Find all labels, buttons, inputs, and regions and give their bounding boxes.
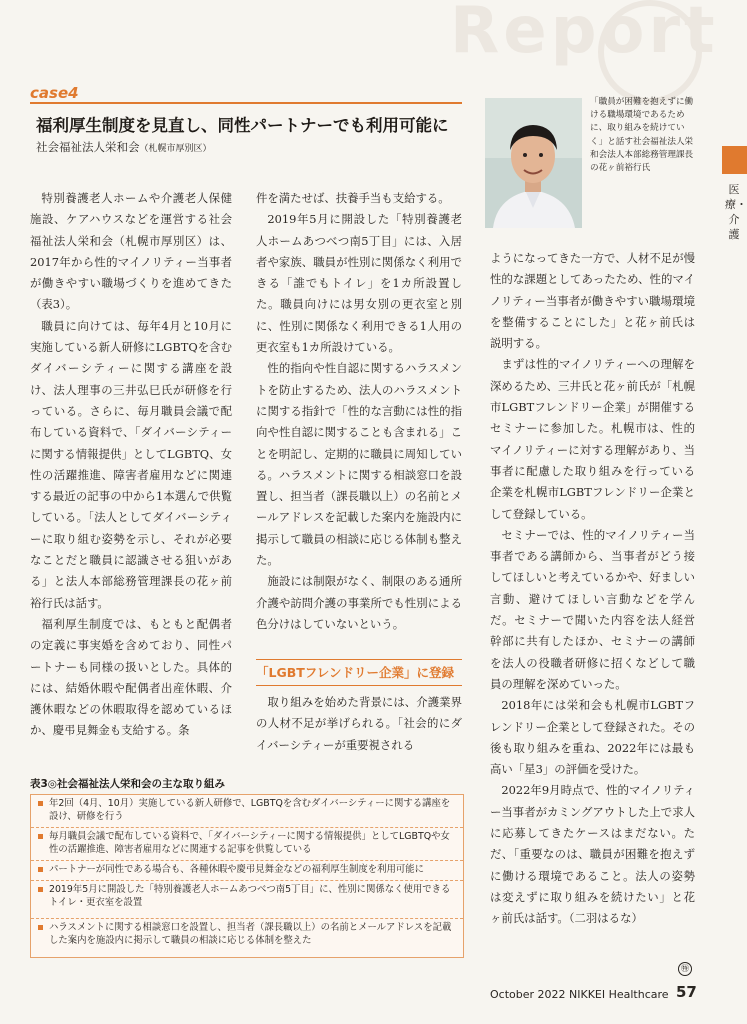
table-row-text: 毎月職員会議で配布している資料で、「ダイバーシティーに関する情報提供」としてLGBTQや女性の活躍推進、障害者雇用などに関連する記事を供覧している: [49, 831, 450, 856]
organization-location: （札幌市厚別区）: [139, 144, 212, 154]
paragraph: 2018年には栄和会も札幌市LGBTフレンドリー企業として登録された。その後も取り組みを重ね、2022年には最も高い「星3」の評価を受けた。: [490, 698, 695, 777]
section-tab: [722, 146, 747, 174]
paragraph: 2019年5月に開設した「特別養護老人ホームあつべつ南5丁目」には、入居者や家族、職員が性別に関係なく利用できる「誰でもトイレ」を1カ所設置した。職員向けには男女別の更衣室と別に、性別に関係なく利用できる1人用の更衣室も1カ所設けている。: [256, 212, 462, 355]
bullet-icon: [38, 867, 43, 872]
table-row: [31, 795, 463, 828]
case-label: case4: [30, 84, 79, 102]
table-row: [31, 828, 463, 861]
paragraph: セミナーでは、性的マイノリティー当事者である講師から、当事者がどう接してほしいと考えているかや、好ましい言動、避けてほしい言動などを学んだ。セミナーで聞いた内容を法人経営幹部に共有したほか、セミナーの講師を法人の役職者研修に招くなどして職員の理解を深めていった。: [490, 527, 695, 691]
table-row-text: ハラスメントに関する相談窓口を設置し、担当者（課長職以上）の名前とメールアドレスを記載した案内を施設内に掲示して職員の相談に応じる体制を整えた: [49, 922, 452, 947]
body-column-2-lower: [256, 692, 462, 756]
body-column-2: [256, 188, 462, 635]
paragraph: 職員に向けては、毎年4月と10月に実施している新人研修にLGBTQを含むダイバーシティーに関する講座を設け、法人理事の三井弘巳氏が研修を行っている。さらに、毎月職員会議で配布している資料で、「ダイバーシティーに関する情報提供」としてLGBTQ、女性の活躍推進、障害者雇用などに関連する最近の記事の中から1本選んで供覧している。「法人としてダイバーシティーに取り組む姿勢を示し、それが必要なことだと職員に認識させる狙いがある」と法人本部総務管理課長の花ヶ前裕行氏は話す。: [30, 318, 232, 610]
initiatives-table: [30, 794, 464, 958]
bullet-icon: [38, 925, 43, 930]
organization-line: [36, 139, 212, 155]
section-label: 医療・介護: [725, 183, 747, 241]
paragraph: 福利厚生制度では、もともと配偶者の定義に事実婚を含めており、同性パートナーも同様の扱いとした。具体的には、結婚休暇や配偶者出産休暇、介護休暇などの休暇取得を認めているほか、慶弔見舞金も支給する。条: [30, 616, 232, 738]
paragraph: 取り組みを始めた背景には、介護業界の人材不足が挙げられる。「社会的にダイバーシティーが重要視される: [256, 695, 462, 752]
paragraph-continued: ようになってきた一方で、人材不足が慢性的な課題としてあったため、性的マイノリティー当事者が働きやすい職場環境を整備することにした」と花ヶ前氏は説明する。: [490, 251, 695, 351]
body-column-1: [30, 188, 232, 742]
photo-caption: 「職員が困難を抱えずに働ける職場環境であるために、取り組みを続けていく」と話す社会福祉法人栄和会法人本部総務管理課長の花ヶ前裕行氏: [590, 97, 694, 174]
title-rule: [30, 102, 462, 104]
table-row-text: パートナーが同性である場合も、各種休暇や慶弔見舞金などの福利厚生制度を利用可能に: [49, 864, 425, 875]
portrait-photo: [485, 98, 582, 228]
watermark-text: Report: [450, 0, 719, 68]
paragraph-continued: 件を満たせば、扶養手当も支給する。: [256, 191, 450, 205]
organization-name: 社会福祉法人栄和会: [36, 140, 140, 154]
table-row: [31, 861, 463, 881]
paragraph: 特別養護老人ホームや介護老人保健施設、ケアハウスなどを運営する社会福祉法人栄和会（札幌市厚別区）は、2017年から性的マイノリティー当事者が働きやすい職場づくりを進めてきた（表3）。: [30, 191, 232, 312]
issue-footer: October 2022 NIKKEI Healthcare: [490, 988, 669, 1001]
bullet-icon: [38, 834, 43, 839]
end-mark: ㊕: [678, 962, 692, 976]
paragraph: 施設には制限がなく、制限のある通所介護や訪問介護の事業所でも性別による色分けはしていないという。: [256, 574, 462, 631]
paragraph: 2022年9月時点で、性的マイノリティー当事者がカミングアウトした上で求人に応募してきたケースはまだない。ただ、「重要なのは、職員が困難を抱えずに働ける環境であること。法人の姿勢は変えずに取り組みを続けたい」と花ヶ前氏は話す。（二羽はるな）: [490, 783, 695, 926]
page-number: 57: [676, 983, 697, 1001]
watermark-ring: [598, 0, 702, 104]
subheading: 「LGBTフレンドリー企業」に登録: [256, 659, 462, 686]
article-title: 福利厚生制度を見直し、同性パートナーでも利用可能に: [36, 116, 449, 135]
bullet-icon: [38, 801, 43, 806]
paragraph: 性的指向や性自認に関するハラスメントを防止するため、法人のハラスメントに関する指針で「性的な言動には性的指向や性自認に関することも含まれる」ことを明記し、定期的に職員に周知している。ハラスメントに関する相談窓口を設置し、担当者（課長職以上）の名前とメールアドレスを記載した案内を施設内に掲示して職員の相談に応じる体制も整えた。: [256, 361, 462, 568]
table-row-text: 年2回（4月、10月）実施している新人研修で、LGBTQを含むダイバーシティーに関する講座を設け、研修を行う: [49, 798, 451, 823]
table-row-text: 2019年5月に開設した「特別養護老人ホームあつべつ南5丁目」に、性別に関係なく使用できるトイレ・更衣室を設置: [49, 884, 451, 909]
bullet-icon: [38, 887, 43, 892]
paragraph: まずは性的マイノリティーへの理解を深めるため、三井氏と花ヶ前氏が「札幌市LGBTフレンドリー企業」が開催するセミナーに参加した。札幌市は、性的マイノリティーに対する理解があり、当事者に配慮した取り組みを行っている企業を札幌市LGBTフレンドリー企業として登録している。: [490, 357, 695, 521]
body-column-3: [490, 248, 695, 930]
table-row: [31, 919, 463, 956]
table-row: [31, 881, 463, 919]
table-title: 表3◎社会福祉法人栄和会の主な取り組み: [30, 778, 225, 790]
